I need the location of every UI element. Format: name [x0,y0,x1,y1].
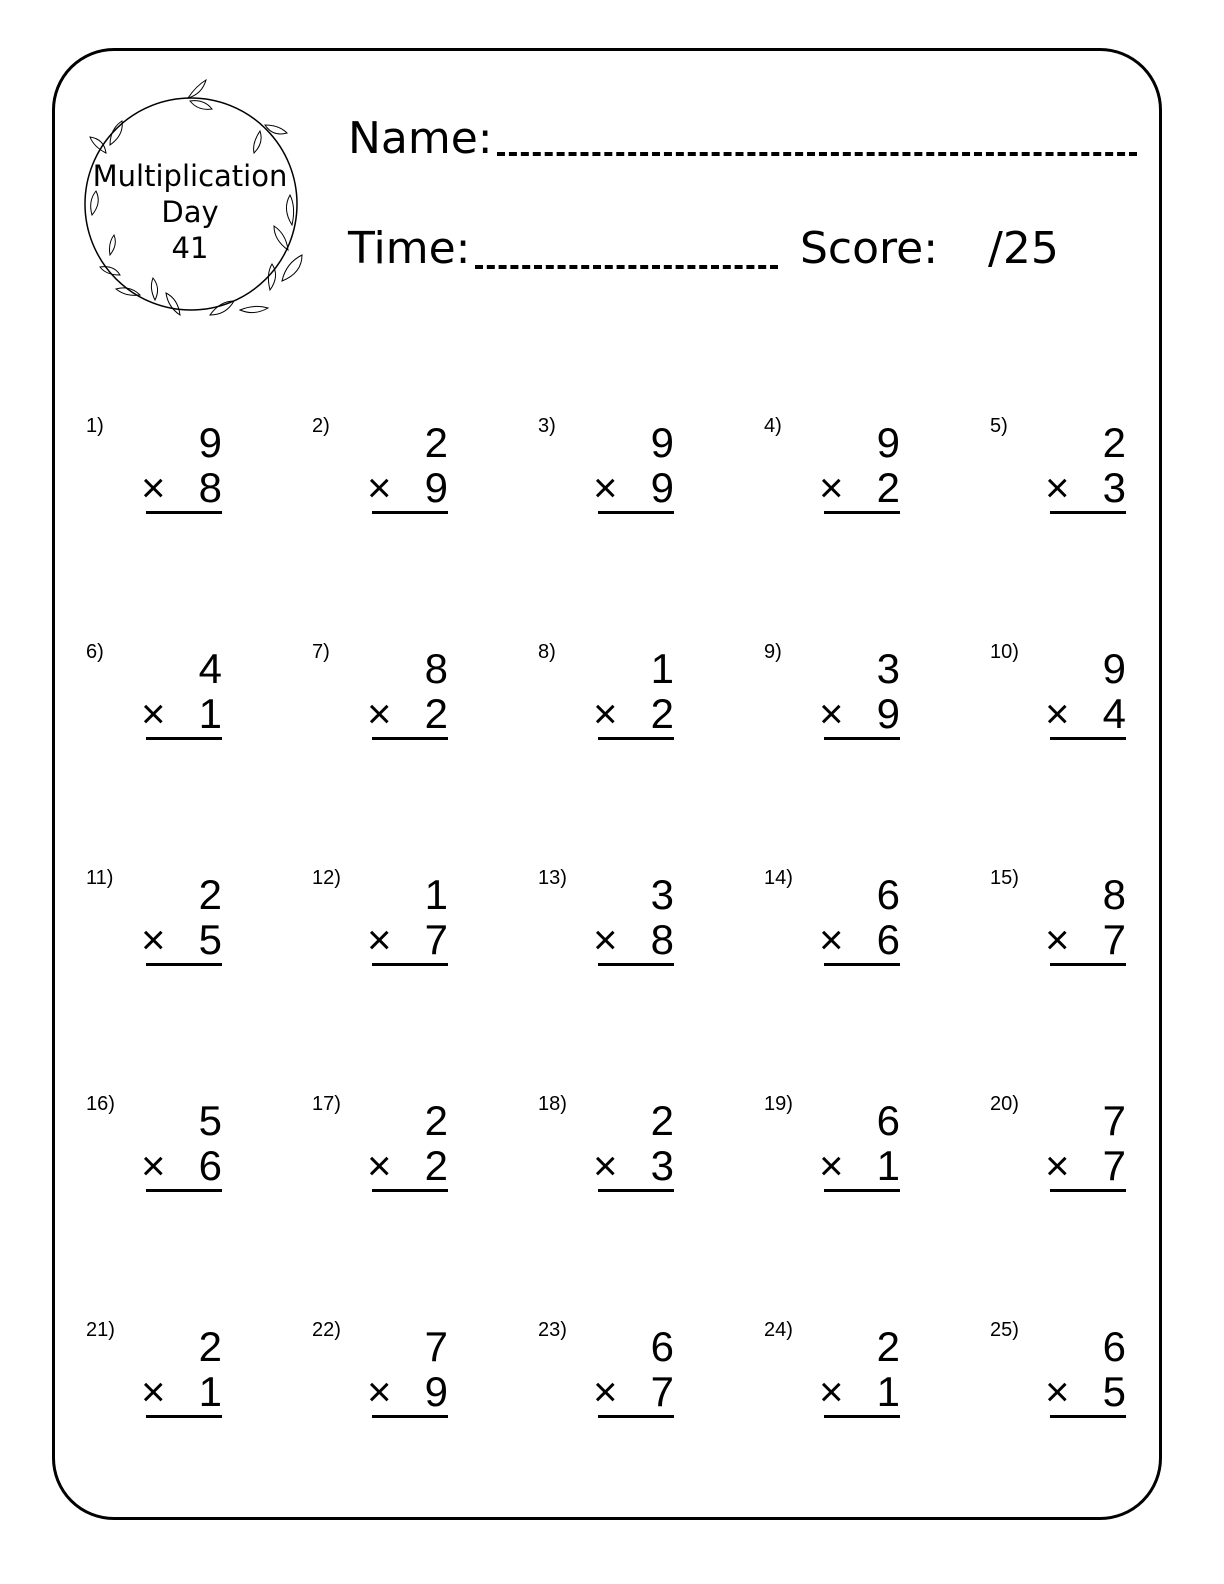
multiplier: 1 [876,1368,900,1415]
problem-16 [86,1093,286,1233]
problem-10 [990,641,1190,781]
times-icon: × [1045,1368,1070,1415]
multiplier-row [1045,1369,1126,1415]
answer-line [372,737,448,740]
problem-number: 4) [764,415,782,437]
multiplier-row [1045,691,1126,737]
problem-number: 23) [538,1319,567,1341]
title-line-3: 41 [171,231,209,265]
multiplier: 9 [650,464,674,511]
times-icon: × [367,1142,392,1189]
multiplier: 2 [876,464,900,511]
multiplier-row [367,1369,448,1415]
multiplier-row [593,465,674,511]
problem-number: 14) [764,867,793,889]
answer-line [372,1415,448,1418]
problem-number: 9) [764,641,782,663]
times-icon: × [819,1368,844,1415]
multiplier-row [593,917,674,963]
problem-25 [990,1319,1190,1459]
multiplier: 8 [198,464,222,511]
problem-number: 10) [990,641,1019,663]
problem-4 [764,415,964,555]
times-icon: × [367,690,392,737]
answer-line [824,511,900,514]
answer-line [146,963,222,966]
multiplicand: 1 [650,645,674,692]
multiplier: 1 [198,1368,222,1415]
problem-18 [538,1093,738,1233]
times-icon: × [141,1368,166,1415]
multiplicand: 7 [424,1323,448,1370]
multiplier-row [367,465,448,511]
multiplier-row [141,691,222,737]
times-icon: × [1045,464,1070,511]
multiplier-row [1045,917,1126,963]
multiplier-row [819,1143,900,1189]
multiplier-row [1045,465,1126,511]
answer-line [1050,737,1126,740]
problem-number: 24) [764,1319,793,1341]
multiplicand: 6 [876,871,900,918]
multiplier-row [593,1143,674,1189]
problem-23 [538,1319,738,1459]
times-icon: × [593,464,618,511]
problem-3 [538,415,738,555]
problem-21 [86,1319,286,1459]
problem-17 [312,1093,512,1233]
times-icon: × [141,690,166,737]
problem-12 [312,867,512,1007]
times-icon: × [367,464,392,511]
times-icon: × [1045,1142,1070,1189]
problem-8 [538,641,738,781]
problem-number: 5) [990,415,1008,437]
answer-line [598,1415,674,1418]
problem-number: 22) [312,1319,341,1341]
answer-line [824,737,900,740]
problem-number: 16) [86,1093,115,1115]
multiplier: 2 [424,690,448,737]
multiplier: 8 [650,916,674,963]
multiplier-row [367,1143,448,1189]
problem-5 [990,415,1190,555]
multiplicand: 8 [1102,871,1126,918]
multiplier-row [1045,1143,1126,1189]
problem-number: 17) [312,1093,341,1115]
answer-line [1050,1415,1126,1418]
answer-line [824,963,900,966]
answer-line [146,1415,222,1418]
multiplicand: 2 [198,1323,222,1370]
problem-number: 2) [312,415,330,437]
multiplier: 7 [1102,916,1126,963]
multiplier: 5 [1102,1368,1126,1415]
multiplier: 9 [424,1368,448,1415]
problem-2 [312,415,512,555]
times-icon: × [819,1142,844,1189]
problem-15 [990,867,1190,1007]
multiplier-row [819,1369,900,1415]
answer-line [146,737,222,740]
answer-line [598,511,674,514]
multiplicand: 6 [1102,1323,1126,1370]
times-icon: × [593,916,618,963]
problem-number: 3) [538,415,556,437]
problem-number: 1) [86,415,104,437]
problem-7 [312,641,512,781]
name-label: Name: [348,113,493,164]
multiplier-row [141,1143,222,1189]
problem-19 [764,1093,964,1233]
times-icon: × [819,464,844,511]
multiplicand: 2 [198,871,222,918]
multiplier: 4 [1102,690,1126,737]
multiplicand: 7 [1102,1097,1126,1144]
answer-line [824,1189,900,1192]
multiplier-row [141,1369,222,1415]
problem-number: 25) [990,1319,1019,1341]
score-total: /25 [988,223,1059,274]
multiplier: 5 [198,916,222,963]
problem-number: 12) [312,867,341,889]
multiplicand: 2 [424,419,448,466]
problem-number: 11) [86,867,114,889]
multiplier-row [141,917,222,963]
answer-line [1050,963,1126,966]
problem-number: 19) [764,1093,793,1115]
problem-number: 13) [538,867,567,889]
times-icon: × [367,916,392,963]
problem-1 [86,415,286,555]
answer-line [146,511,222,514]
problem-24 [764,1319,964,1459]
multiplier: 7 [1102,1142,1126,1189]
time-label: Time: [348,223,471,274]
multiplier-row [367,917,448,963]
multiplicand: 6 [650,1323,674,1370]
multiplicand: 2 [424,1097,448,1144]
title-line-1: Multiplication [92,159,288,193]
answer-line [1050,1189,1126,1192]
multiplicand: 3 [876,645,900,692]
multiplier: 2 [650,690,674,737]
times-icon: × [593,1368,618,1415]
multiplier-row [593,691,674,737]
multiplier: 7 [650,1368,674,1415]
multiplier: 1 [198,690,222,737]
times-icon: × [1045,690,1070,737]
multiplier-row [141,465,222,511]
score-label: Score: [800,223,939,274]
problem-22 [312,1319,512,1459]
worksheet-title [80,158,300,266]
problem-13 [538,867,738,1007]
multiplicand: 6 [876,1097,900,1144]
multiplicand: 9 [876,419,900,466]
multiplicand: 9 [1102,645,1126,692]
problem-6 [86,641,286,781]
problem-number: 21) [86,1319,115,1341]
multiplier: 1 [876,1142,900,1189]
problem-number: 7) [312,641,330,663]
multiplier: 6 [198,1142,222,1189]
problem-9 [764,641,964,781]
multiplicand: 1 [424,871,448,918]
times-icon: × [593,1142,618,1189]
problem-number: 6) [86,641,104,663]
answer-line [372,511,448,514]
multiplicand: 2 [876,1323,900,1370]
multiplicand: 5 [198,1097,222,1144]
problem-11 [86,867,286,1007]
problem-number: 8) [538,641,556,663]
times-icon: × [367,1368,392,1415]
title-line-2: Day [161,195,219,229]
answer-line [598,963,674,966]
multiplicand: 9 [198,419,222,466]
multiplicand: 2 [1102,419,1126,466]
multiplicand: 2 [650,1097,674,1144]
times-icon: × [819,690,844,737]
problem-14 [764,867,964,1007]
multiplier: 3 [1102,464,1126,511]
multiplier-row [819,465,900,511]
multiplier: 3 [650,1142,674,1189]
multiplier: 7 [424,916,448,963]
answer-line [598,1189,674,1192]
multiplier: 9 [424,464,448,511]
multiplicand: 4 [198,645,222,692]
times-icon: × [141,1142,166,1189]
multiplier: 6 [876,916,900,963]
multiplier: 2 [424,1142,448,1189]
problem-20 [990,1093,1190,1233]
answer-line [146,1189,222,1192]
times-icon: × [593,690,618,737]
multiplier-row [819,691,900,737]
multiplicand: 8 [424,645,448,692]
times-icon: × [819,916,844,963]
multiplier: 9 [876,690,900,737]
answer-line [372,1189,448,1192]
answer-line [372,963,448,966]
problem-number: 18) [538,1093,567,1115]
problem-number: 15) [990,867,1019,889]
answer-line [598,737,674,740]
problem-number: 20) [990,1093,1019,1115]
times-icon: × [141,464,166,511]
multiplicand: 3 [650,871,674,918]
answer-line [1050,511,1126,514]
time-field[interactable] [475,265,778,269]
answer-line [824,1415,900,1418]
multiplier-row [593,1369,674,1415]
multiplier-row [819,917,900,963]
multiplicand: 9 [650,419,674,466]
times-icon: × [141,916,166,963]
name-field[interactable] [497,152,1137,156]
multiplier-row [367,691,448,737]
times-icon: × [1045,916,1070,963]
